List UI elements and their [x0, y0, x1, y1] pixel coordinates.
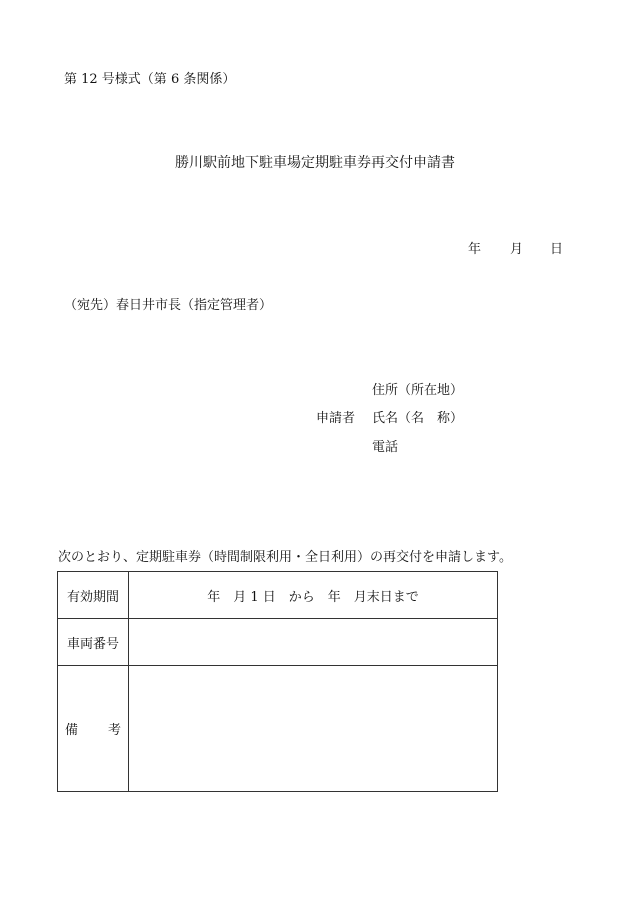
- date-month-label: 月: [510, 242, 524, 257]
- table-row-remarks: [58, 666, 498, 792]
- vehicle-number-label: 車両番号: [58, 619, 129, 666]
- remarks-label: [58, 666, 129, 792]
- page-title: 勝川駅前地下駐車場定期駐車券再交付申請書: [175, 155, 455, 171]
- date-day-label: 日: [550, 242, 564, 257]
- name-label: 氏名（名 称）: [372, 411, 464, 426]
- validity-label: 有効期間: [58, 572, 129, 619]
- remarks-field[interactable]: [129, 666, 498, 792]
- addressee: （宛先）春日井市長（指定管理者）: [64, 298, 273, 313]
- validity-value: 年 月 1 日 から 年 月末日まで: [129, 572, 498, 619]
- address-label: 住所（所在地）: [372, 383, 464, 398]
- table-row-validity: [58, 572, 498, 619]
- table-row-vehicle: [58, 619, 498, 666]
- date-year-label: 年: [468, 242, 482, 257]
- remarks-label-second: 考: [107, 723, 121, 738]
- form-number: 第 12 号様式（第 6 条関係）: [64, 72, 236, 87]
- vehicle-number-field[interactable]: [129, 619, 498, 666]
- application-statement: 次のとおり、定期駐車券（時間制限利用・全日利用）の再交付を申請します。: [58, 550, 512, 565]
- phone-label: 電話: [372, 440, 399, 455]
- applicant-label: 申請者: [316, 411, 356, 426]
- remarks-label-first: 備: [65, 723, 79, 738]
- detail-table: [57, 571, 498, 792]
